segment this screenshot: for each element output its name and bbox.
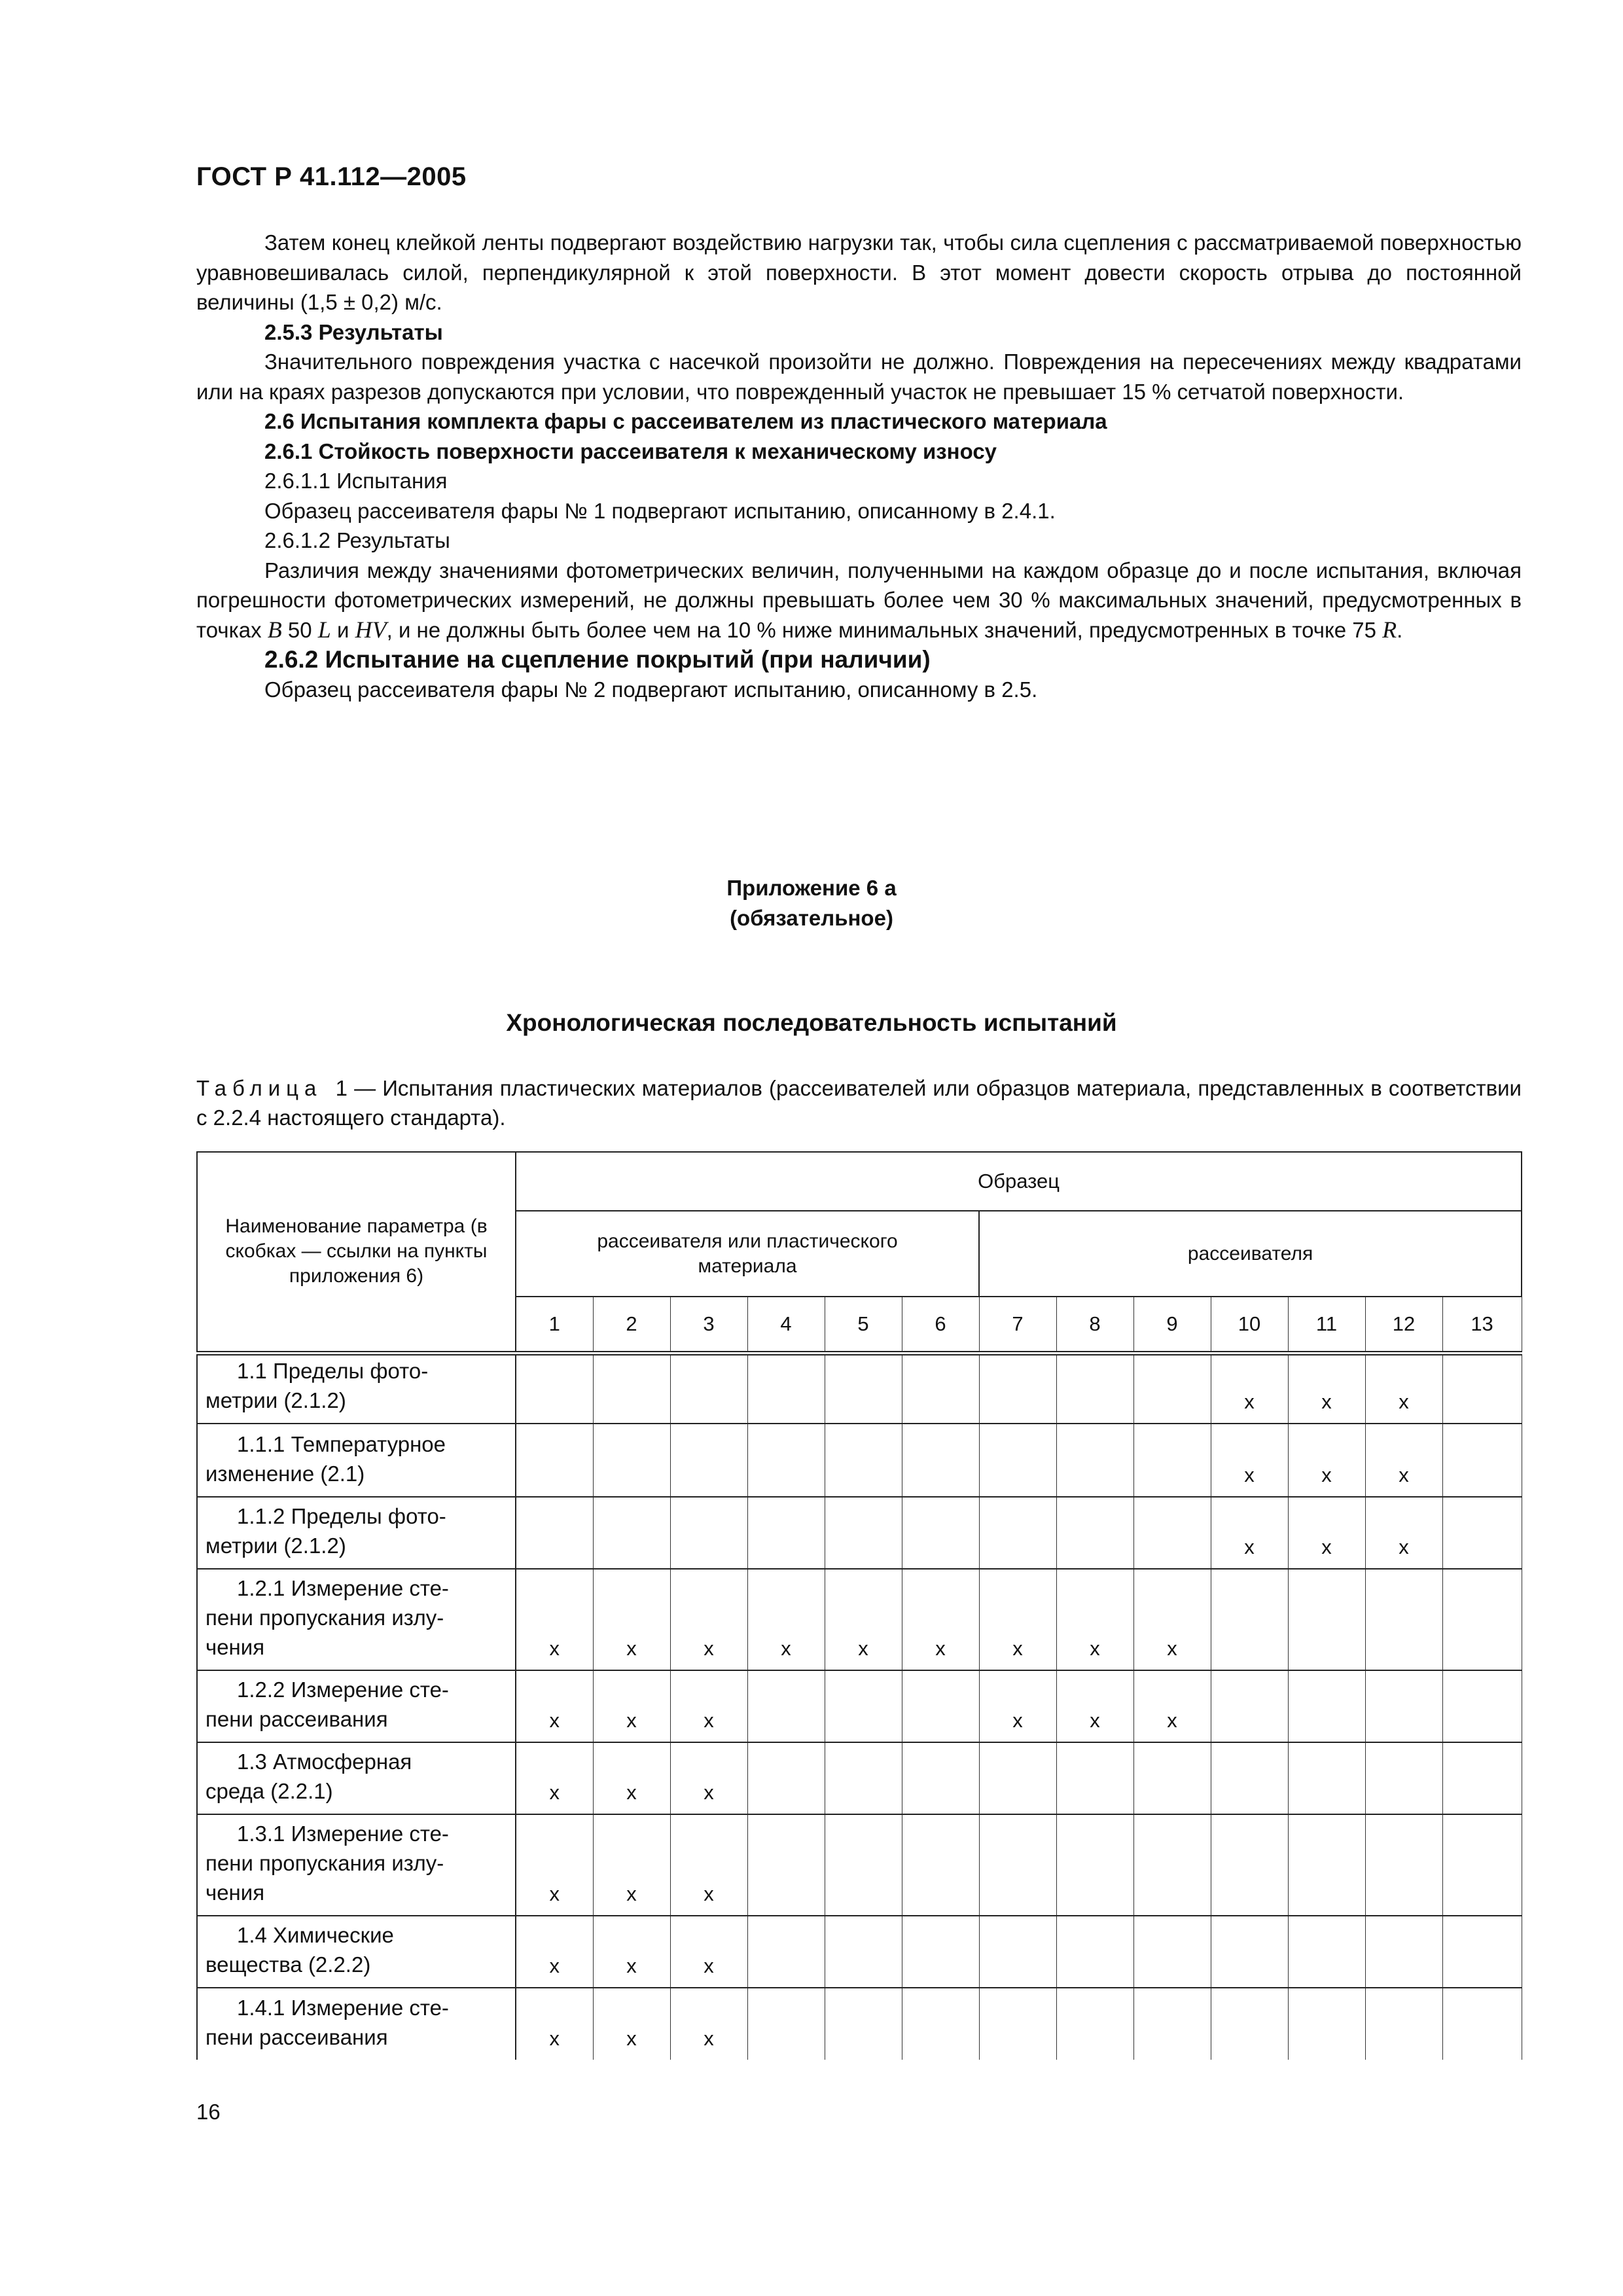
test-mark-cell: [825, 1497, 902, 1569]
parameter-name-line: вещества (2.2.2): [205, 1952, 371, 1977]
parameter-name-line: 1.2.2 Измерение сте-: [237, 1677, 449, 1702]
parameter-name-line: 1.4 Химические: [237, 1923, 394, 1947]
heading-2-6-1-2: 2.6.1.2 Результаты: [264, 528, 450, 552]
test-mark-cell: [1133, 1497, 1211, 1569]
test-mark-cell: [516, 1424, 593, 1497]
test-mark-cell: [1288, 1670, 1365, 1742]
heading-2-5-3: 2.5.3 Результаты: [264, 319, 443, 344]
test-mark-cell: [1133, 1742, 1211, 1814]
parameter-name-line: пени рассеивания: [205, 2025, 388, 2049]
test-mark-cell: x: [747, 1569, 825, 1670]
test-mark-cell: [902, 1670, 979, 1742]
header-group-lens-or-material: рассеивателя или пластического материала: [516, 1211, 979, 1297]
parameter-name-line: среда (2.2.1): [205, 1779, 333, 1803]
test-mark-cell: x: [1056, 1569, 1133, 1670]
test-mark-cell: x: [670, 1814, 747, 1916]
test-mark-cell: x: [593, 1988, 670, 2060]
paragraph-sample-2: Образец рассеивателя фары № 2 подвергают испытанию, описанному в 2.5.: [264, 677, 1038, 702]
test-mark-cell: [516, 1353, 593, 1424]
test-mark-cell: x: [670, 1742, 747, 1814]
test-mark-cell: x: [670, 1988, 747, 2060]
annex-status: (обязательное): [730, 906, 893, 930]
test-mark-cell: [1056, 1988, 1133, 2060]
parameter-name-cell: [197, 1988, 516, 2060]
test-mark-cell: x: [593, 1670, 670, 1742]
test-mark-cell: [1365, 1814, 1442, 1916]
test-mark-cell: [825, 1742, 902, 1814]
test-mark-cell: [825, 1988, 902, 2060]
test-mark-cell: x: [1365, 1424, 1442, 1497]
parameter-name-line: 1.1.1 Температурное: [237, 1432, 446, 1456]
test-mark-cell: x: [1133, 1670, 1211, 1742]
test-mark-cell: [902, 1916, 979, 1988]
test-mark-cell: [979, 1988, 1056, 2060]
parameter-name-cell: [197, 1670, 516, 1742]
test-mark-cell: [1442, 1988, 1522, 2060]
parameter-name-cell: [197, 1353, 516, 1424]
test-mark-cell: x: [825, 1569, 902, 1670]
test-mark-cell: [1288, 1814, 1365, 1916]
parameter-name-line: метрии (2.1.2): [205, 1388, 346, 1412]
column-number: 12: [1365, 1297, 1442, 1353]
parameter-name-line: чения: [205, 1880, 265, 1905]
column-number: 6: [902, 1297, 979, 1353]
parameter-name-line: 1.3 Атмосферная: [237, 1749, 412, 1774]
test-mark-cell: x: [979, 1569, 1056, 1670]
test-mark-cell: [1288, 1916, 1365, 1988]
header-group-lens: рассеивателя: [979, 1211, 1522, 1297]
column-number: 7: [979, 1297, 1056, 1353]
parameter-name-line: 1.1.2 Пределы фото-: [237, 1504, 446, 1528]
test-mark-cell: [1288, 1988, 1365, 2060]
test-mark-cell: x: [1211, 1353, 1288, 1424]
test-mark-cell: [1211, 1916, 1288, 1988]
test-mark-cell: [1442, 1353, 1522, 1424]
test-mark-cell: x: [670, 1569, 747, 1670]
test-mark-cell: [1442, 1742, 1522, 1814]
point-symbol-l: L: [317, 616, 331, 643]
test-mark-cell: [1133, 1424, 1211, 1497]
test-mark-cell: x: [670, 1670, 747, 1742]
paragraph-sample-1: Образец рассеивателя фары № 1 подвергают испытанию, описанному в 2.4.1.: [264, 498, 1056, 523]
table-caption-text: 1 — Испытания пластических материалов (рассеивателей или образцов материала, представленных в соответствии с 2.2.4 настоящего стандарта).: [196, 1076, 1522, 1130]
test-mark-cell: x: [1365, 1497, 1442, 1569]
test-mark-cell: [593, 1353, 670, 1424]
section-title: Хронологическая последовательность испытаний: [506, 1009, 1117, 1036]
table-caption-label: Таблица: [196, 1076, 323, 1100]
test-mark-cell: [1133, 1988, 1211, 2060]
test-mark-cell: x: [670, 1916, 747, 1988]
test-mark-cell: [747, 1916, 825, 1988]
test-mark-cell: [1365, 1670, 1442, 1742]
test-mark-cell: [902, 1353, 979, 1424]
table-row: [197, 1497, 1522, 1569]
table-caption: [196, 1073, 1522, 1132]
test-mark-cell: x: [1211, 1424, 1288, 1497]
test-mark-cell: x: [1056, 1670, 1133, 1742]
test-mark-cell: [593, 1424, 670, 1497]
test-mark-cell: x: [516, 1742, 593, 1814]
parameter-name-line: пени рассеивания: [205, 1707, 388, 1731]
column-number: 13: [1442, 1297, 1522, 1353]
test-mark-cell: x: [1288, 1497, 1365, 1569]
parameter-name-line: изменение (2.1): [205, 1462, 365, 1486]
test-mark-cell: [979, 1916, 1056, 1988]
test-mark-cell: [1211, 1742, 1288, 1814]
test-mark-cell: x: [1288, 1424, 1365, 1497]
test-mark-cell: [1056, 1916, 1133, 1988]
header-sample: Образец: [516, 1152, 1522, 1211]
test-mark-cell: [979, 1742, 1056, 1814]
heading-2-6-1-1: 2.6.1.1 Испытания: [264, 469, 448, 493]
test-mark-cell: [1211, 1988, 1288, 2060]
column-number: 9: [1133, 1297, 1211, 1353]
test-mark-cell: [1056, 1742, 1133, 1814]
test-mark-cell: [747, 1988, 825, 2060]
column-number: 3: [670, 1297, 747, 1353]
table-body: [197, 1353, 1522, 2060]
parameter-name-cell: [197, 1742, 516, 1814]
body-text: [196, 228, 1522, 704]
annex-title: Приложение 6 а: [726, 876, 897, 900]
test-mark-cell: [1442, 1569, 1522, 1670]
point-symbol-r: R: [1382, 616, 1397, 643]
test-mark-cell: x: [593, 1814, 670, 1916]
column-number: 4: [747, 1297, 825, 1353]
test-mark-cell: [902, 1424, 979, 1497]
test-mark-cell: [670, 1424, 747, 1497]
test-mark-cell: [1133, 1916, 1211, 1988]
test-mark-cell: [516, 1497, 593, 1569]
test-mark-cell: [1056, 1353, 1133, 1424]
parameter-name-line: пени пропускания излу-: [205, 1851, 444, 1875]
test-mark-cell: [747, 1424, 825, 1497]
test-mark-cell: [825, 1670, 902, 1742]
table-row: [197, 1353, 1522, 1424]
table-row: [197, 1916, 1522, 1988]
parameter-name-line: 1.2.1 Измерение сте-: [237, 1576, 449, 1600]
table-row: [197, 1569, 1522, 1670]
test-mark-cell: x: [1133, 1569, 1211, 1670]
test-mark-cell: [1365, 1988, 1442, 2060]
paragraph-photometric-differences: Различия между значениями фотометрических величин, полученными на каждом образце до и после испытания, включая погрешности фотометрических измерений, не должны превышать более чем 30 % максимальных значений, предусмотренных в точках B 50 L и HV, и не должны быть более чем на 10 % ниже минимальных значений, предусмотренных в точке 75 R.: [196, 558, 1522, 643]
column-number: 10: [1211, 1297, 1288, 1353]
test-mark-cell: x: [1211, 1497, 1288, 1569]
test-mark-cell: [1442, 1424, 1522, 1497]
heading-2-6: 2.6 Испытания комплекта фары с рассеивателем из пластического материала: [264, 409, 1107, 433]
test-mark-cell: x: [516, 1670, 593, 1742]
test-mark-cell: [747, 1742, 825, 1814]
parameter-name-line: 1.4.1 Измерение сте-: [237, 1996, 449, 2020]
test-mark-cell: [1211, 1670, 1288, 1742]
test-mark-cell: [1288, 1569, 1365, 1670]
test-mark-cell: [979, 1497, 1056, 1569]
column-number: 11: [1288, 1297, 1365, 1353]
test-mark-cell: [825, 1916, 902, 1988]
test-mark-cell: [1365, 1742, 1442, 1814]
parameter-name-line: 1.3.1 Измерение сте-: [237, 1821, 449, 1846]
test-mark-cell: [1442, 1814, 1522, 1916]
test-mark-cell: [1442, 1497, 1522, 1569]
parameter-name-cell: [197, 1569, 516, 1670]
column-number: 5: [825, 1297, 902, 1353]
document-standard-id: ГОСТ Р 41.112—2005: [196, 162, 467, 191]
table-row: [197, 1742, 1522, 1814]
point-symbol-hv: HV: [355, 616, 387, 643]
test-mark-cell: x: [516, 1569, 593, 1670]
test-mark-cell: [825, 1353, 902, 1424]
test-mark-cell: [593, 1497, 670, 1569]
test-mark-cell: [902, 1988, 979, 2060]
test-mark-cell: [1133, 1814, 1211, 1916]
parameter-name-line: пени пропускания излу-: [205, 1605, 444, 1630]
test-mark-cell: x: [1365, 1353, 1442, 1424]
test-mark-cell: [902, 1814, 979, 1916]
test-mark-cell: x: [593, 1916, 670, 1988]
table-row: [197, 1988, 1522, 2060]
parameter-name-cell: [197, 1424, 516, 1497]
test-mark-cell: [1211, 1569, 1288, 1670]
parameter-name-line: 1.1 Пределы фото-: [237, 1359, 429, 1383]
test-mark-cell: x: [979, 1670, 1056, 1742]
test-mark-cell: x: [516, 1814, 593, 1916]
test-mark-cell: [1056, 1814, 1133, 1916]
parameter-name-cell: [197, 1814, 516, 1916]
column-number: 2: [593, 1297, 670, 1353]
paragraph-tape-load: Затем конец клейкой ленты подвергают воздействию нагрузки так, чтобы сила сцепления с рассматриваемой поверхностью уравновешивалась силой, перпендикулярной к этой поверхности. В этот момент довести скорость отрыва до постоянной величины (1,5 ± 0,2) м/с.: [196, 230, 1522, 314]
test-mark-cell: [1442, 1916, 1522, 1988]
test-mark-cell: [902, 1497, 979, 1569]
table-row: [197, 1670, 1522, 1742]
paragraph-results-damage: Значительного повреждения участка с насечкой произойти не должно. Повреждения на пересечениях между квадратами или на краях разрезов допускаются при условии, что поврежденный участок не превышает 15 % сетчатой поверхности.: [196, 350, 1522, 404]
point-symbol-b: B: [267, 616, 282, 643]
test-mark-cell: x: [593, 1569, 670, 1670]
test-mark-cell: [670, 1353, 747, 1424]
test-mark-cell: [1442, 1670, 1522, 1742]
test-mark-cell: [1133, 1353, 1211, 1424]
parameter-name-cell: [197, 1497, 516, 1569]
test-mark-cell: [902, 1742, 979, 1814]
table-row: [197, 1814, 1522, 1916]
test-mark-cell: x: [593, 1742, 670, 1814]
parameter-name-cell: [197, 1916, 516, 1988]
test-mark-cell: [1056, 1424, 1133, 1497]
heading-2-6-1: 2.6.1 Стойкость поверхности рассеивателя к механическому износу: [264, 439, 997, 463]
test-mark-cell: [1211, 1814, 1288, 1916]
test-mark-cell: [979, 1814, 1056, 1916]
test-mark-cell: [979, 1353, 1056, 1424]
page-number: 16: [196, 2100, 221, 2124]
column-number: 1: [516, 1297, 593, 1353]
test-mark-cell: [825, 1814, 902, 1916]
test-mark-cell: [979, 1424, 1056, 1497]
test-mark-cell: x: [516, 1916, 593, 1988]
test-mark-cell: [1056, 1497, 1133, 1569]
test-mark-cell: [747, 1497, 825, 1569]
header-parameter-name: Наименование параметра (в скобках — ссылки на пункты приложения 6): [197, 1152, 516, 1353]
test-mark-cell: x: [1288, 1353, 1365, 1424]
test-mark-cell: [1365, 1569, 1442, 1670]
parameter-name-line: метрии (2.1.2): [205, 1534, 346, 1558]
heading-2-6-2: 2.6.2 Испытание на сцепление покрытий (при наличии): [264, 646, 931, 673]
test-mark-cell: [1288, 1742, 1365, 1814]
column-number: 8: [1056, 1297, 1133, 1353]
test-mark-cell: x: [902, 1569, 979, 1670]
parameter-name-line: чения: [205, 1635, 265, 1659]
test-mark-cell: [670, 1497, 747, 1569]
test-mark-cell: [1365, 1916, 1442, 1988]
test-mark-cell: [747, 1814, 825, 1916]
table-row: [197, 1424, 1522, 1497]
test-mark-cell: x: [516, 1988, 593, 2060]
test-mark-cell: [825, 1424, 902, 1497]
test-mark-cell: [747, 1670, 825, 1742]
test-sequence-table: [196, 1151, 1522, 2060]
test-mark-cell: [747, 1353, 825, 1424]
